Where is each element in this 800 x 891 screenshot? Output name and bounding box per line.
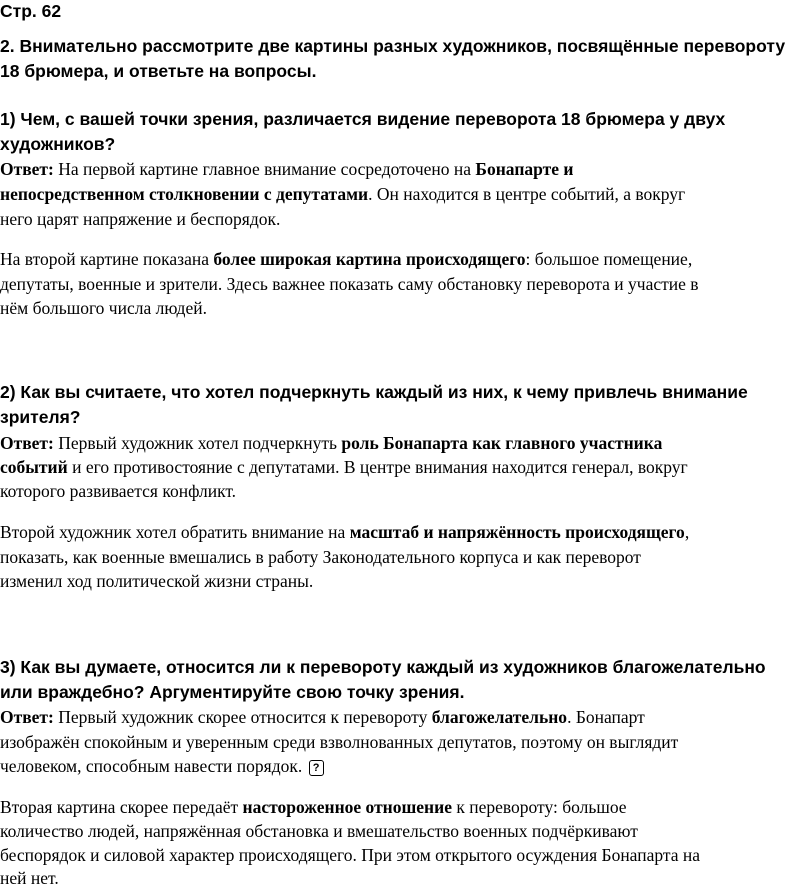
q1-answer-1-line-2 [0, 182, 800, 207]
q2-answer-2-line-2: показать, как военные вмешались в работу Законодательного корпуса и как переворот [0, 547, 641, 567]
q1-answer-1-line-1 [0, 157, 800, 182]
q1-answer-2-bold: более широкая картина происходящего [213, 249, 526, 269]
q1-answer-1-text: На первой картине главное внимание сосредоточено на [58, 159, 472, 179]
q2-answer-1-line-2: событий и его противостояние с депутатами. В центре внимания находится генерал, вокруг [0, 457, 688, 477]
q2-answer-1-text: Первый художник хотел подчеркнуть [58, 433, 338, 453]
q3-answer-2-line-3: беспорядок и силовой характер происходящего. При этом открытого осуждения Бонапарта на [0, 845, 701, 865]
task-title [0, 34, 800, 84]
q3-answer-1-text: Первый художник скорее относится к перевороту [58, 707, 428, 727]
q3-answer-2-bold: настороженное отношение [242, 797, 452, 817]
q1-answer-1-line-3: него царят напряжение и беспорядок. [0, 209, 281, 229]
q1-answer-2-text: На второй картине показана [0, 249, 209, 269]
q2-answer-1-line-1 [0, 431, 800, 456]
q1-answer-1-tail: . Он находится в центре событий, а вокруг [368, 184, 686, 204]
q3-answer-1-line-2: изображён спокойным и уверенным среди взволнованных депутатов, поэтому он выглядит [0, 732, 679, 752]
answer-label: Ответ: [0, 707, 54, 727]
q1-answer-2-line-3: нём большого числа людей. [0, 298, 207, 318]
help-icon[interactable]: ? [309, 760, 324, 776]
q3-answer-2-line-4: ней нет. [0, 868, 59, 888]
q3-answer-2-text: Вторая картина скорее передаёт [0, 797, 239, 817]
question-2-heading: 2) Как вы считаете, что хотел подчеркнуть каждый из них, к чему привлечь внимание зрителя? [0, 382, 748, 427]
q1-answer-1-bold-cont: непосредственном столкновении с депутатами [0, 184, 369, 204]
answer-label: Ответ: [0, 159, 54, 179]
q2-answer-1-bold: роль Бонапарта как главного участника [341, 433, 663, 453]
q2-answer-1-bold-cont: событий [0, 457, 68, 477]
task-title-text: 2. Внимательно рассмотрите две картины разных художников, посвящённые перевороту 18 брюмера, и ответьте на вопросы. [0, 36, 786, 81]
q2-answer-2-line-3: изменил ход политической жизни страны. [0, 571, 314, 591]
q3-answer-2-line-1: Вторая картина скорее передаёт настороженное отношение к перевороту: большое [0, 797, 627, 817]
answer-label: Ответ: [0, 433, 54, 453]
q3-answer-1-bold: благожелательно [431, 707, 568, 727]
q3-answer-1-line-3: человеком, способным навести порядок. ? [0, 754, 800, 779]
q2-answer-2-line-1: Второй художник хотел обратить внимание на масштаб и напряжённость происходящего, [0, 522, 690, 542]
page-label: Стр. 62 [0, 1, 62, 21]
q3-answer-1-line-1: Ответ: Первый художник скорее относится к перевороту благожелательно. Бонапарт [0, 707, 645, 727]
q2-answer-2-text: Второй художник хотел обратить внимание на [0, 522, 346, 542]
q1-answer-1-bold: Бонапарте и [475, 159, 574, 179]
q2-answer-1-line-3: которого развивается конфликт. [0, 481, 237, 501]
q1-answer-2-line-1: На второй картине показана более широкая картина происходящего: большое помещение, [0, 249, 693, 269]
q3-answer-2-line-2: количество людей, напряжённая обстановка и вмешательство военных подчёркивают [0, 821, 638, 841]
q2-answer-2-bold: масштаб и напряжённость происходящего [349, 522, 685, 542]
q1-answer-2-line-2: депутаты, военные и зрители. Здесь важнее показать саму обстановку переворота и участие в [0, 274, 699, 294]
question-3-heading: 3) Как вы думаете, относится ли к перевороту каждый из художников благожелательно или враждебно? Аргументируйте свою точку зрения. [0, 657, 766, 702]
question-1-heading: 1) Чем, с вашей точки зрения, различается видение переворота 18 брюмера у двух художников? [0, 109, 726, 154]
